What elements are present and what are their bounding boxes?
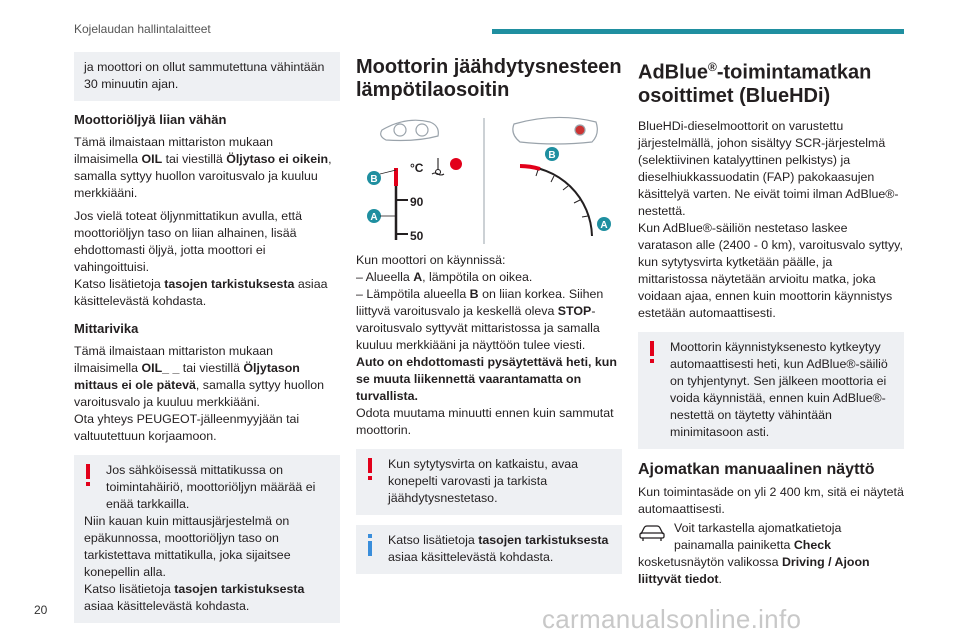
coolant-warning-text: Kun sytytysvirta on katkaistu, avaa konepelti varovasti ja tarkista jäähdytysnestetaso. xyxy=(388,457,579,505)
arc-gauge xyxy=(520,147,611,236)
adblue-warning-box xyxy=(638,332,904,449)
coolant-gauge-illustration xyxy=(356,112,622,244)
warning-text-2: Niin kauan kuin mittausjärjestelmä on epäkunnossa, moottoriöljyn taso on tarkistettava mittatikulla, joka sijaitsee konepellin alla. xyxy=(84,514,291,579)
zone-b-text: – Lämpötila alueella B on liian korkea. Siihen liittyvä varoitusvalo ja keskellä oleva STOP-varoitusvalo syttyvät mittaristossa ja samalla kuuluu merkkiääni ja näyttöön tulee viesti. xyxy=(356,287,604,352)
info-icon xyxy=(366,534,374,556)
adblue-text-2: Kun AdBlue®-säiliön nestetaso laskee varatason alle (2400 - 0 km), varoitusvalo syttyy, kun sytytysvirta kytketään päälle, ja mittaristossa näytetään arvioitu matka, joka voidaan ajaa, ennen kuin moottorin käynnistys estetään automaattisesti. xyxy=(638,220,903,320)
page-header-title: Kojelaudan hallintalaitteet xyxy=(74,22,211,36)
page-number: 20 xyxy=(34,603,48,617)
continuation-note xyxy=(74,52,340,101)
oil-low-text-3: Katso lisätietoja tasojen tarkistuksesta asiaa käsittelevästä kohdasta. xyxy=(74,277,328,308)
check-instruction xyxy=(638,520,904,588)
zone-a-text: – Alueella A, lämpötila on oikea. xyxy=(356,270,533,284)
warning-icon xyxy=(648,341,656,363)
arc-zone-b-label: B xyxy=(548,150,556,161)
column-2 xyxy=(356,52,622,584)
watermark: carmanualsonline.info xyxy=(542,604,802,634)
check-instruction-text: Voit tarkastella ajomatkatietoja painamalla painiketta Check kosketusnäytön valikossa Driving / Ajoon liittyvät tiedot. xyxy=(638,520,870,586)
manual-display-heading: Ajomatkan manuaalinen näyttö xyxy=(638,460,875,478)
coolant-gauge-figure xyxy=(356,112,622,244)
info-box xyxy=(356,525,622,574)
oil-low-text: Tämä ilmaistaan mittariston mukaan ilmaisimella OIL tai viestillä Öljytaso ei oikein, samalla syttyy huollon varoitusvalo ja kuuluu merkkiääni. xyxy=(74,135,332,200)
gauge-fault-text-2: Ota yhteys PEUGEOT-jälleenmyyjään tai valtuutettuun korjaamoon. xyxy=(74,412,300,443)
warning-icon xyxy=(84,464,92,486)
info-text: Katso lisätietoja tasojen tarkistuksesta asiaa käsittelevästä kohdasta. xyxy=(388,533,609,564)
adblue-text-1: BlueHDi-dieselmoottorit on varustettu järjestelmällä, johon sisältyy SCR-järjestelmä (selektiivinen katalyyttinen pelkistys) ja dieselhiukkassuodatin (FAP) pakokaasujen käsittelyä varten. Ne eivät toimi ilman AdBlue®-nestettä. xyxy=(638,118,899,218)
warning-icon xyxy=(366,458,374,480)
linear-gauge xyxy=(367,158,462,243)
arc-zone-a-label: A xyxy=(600,220,608,231)
car-icon xyxy=(638,522,666,542)
tick-50-label: 50 xyxy=(410,229,424,243)
gauge-fault-heading: Mittarivika xyxy=(74,321,139,336)
adblue-warning-text: Moottorin käynnistyksenesto kytkeytyy automaattisesti heti, kun AdBlue®-säiliö on tyhjentynyt. Sen jälkeen moottoria ei voida käynnistää, ennen kuin AdBlue®-nestettä on täytetty vähintään minimitasoon asti. xyxy=(670,339,888,439)
adblue-heading: AdBlue®-toimintamatkan osoittimet (BlueHDi) xyxy=(638,60,872,107)
wait-text: Odota muutama minuutti ennen kuin sammutat moottorin. xyxy=(356,406,614,437)
warning-box xyxy=(74,455,340,623)
warning-text-1: Jos sähköisessä mittatikussa on toimintahäiriö, moottoriöljyn määrää ei enää tarkkailla. xyxy=(106,463,316,511)
gauge-fault-text: Tämä ilmaistaan mittariston mukaan ilmaisimella OIL_ _ tai viestillä Öljytason mittaus ei ole pätevä, samalla syttyy huollon varoitusvalo ja kuuluu merkkiääni. xyxy=(74,344,324,409)
column-1 xyxy=(74,52,340,633)
unit-label: °C xyxy=(410,161,424,175)
oil-low-text-2: Jos vielä toteat öljynmittatikun avulla, että moottoriöljyn taso on liian alhainen, lisää ehdottomasti öljyä, jotta moottori ei vahingoittuisi. xyxy=(74,209,302,274)
zone-b-label: B xyxy=(370,174,378,185)
oil-low-heading: Moottoriöljyä liian vähän xyxy=(74,112,227,127)
header-accent-bar xyxy=(492,29,904,34)
stop-instruction: Auto on ehdottomasti pysäytettävä heti, kun se muuta liikennettä vaarantamatta on turvallista. xyxy=(356,355,617,403)
tick-90-label: 90 xyxy=(410,195,424,209)
running-intro: Kun moottori on käynnissä: xyxy=(356,253,506,267)
continuation-text: ja moottori on ollut sammutettuna vähintään 30 minuutin ajan. xyxy=(84,60,325,91)
coolant-heading: Moottorin jäähdytysnesteen lämpötilaosoitin xyxy=(356,56,622,101)
warning-text-3: Katso lisätietoja tasojen tarkistuksesta asiaa käsittelevästä kohdasta. xyxy=(84,582,305,613)
thermometer-icon xyxy=(432,158,444,175)
coolant-warning-box xyxy=(356,449,622,515)
manual-display-text: Kun toimintasäde on yli 2 400 km, sitä ei näytetä automaattisesti. xyxy=(638,484,904,516)
column-3 xyxy=(638,52,904,594)
zone-a-label: A xyxy=(370,212,378,223)
warning-lamp-icon xyxy=(450,158,462,170)
